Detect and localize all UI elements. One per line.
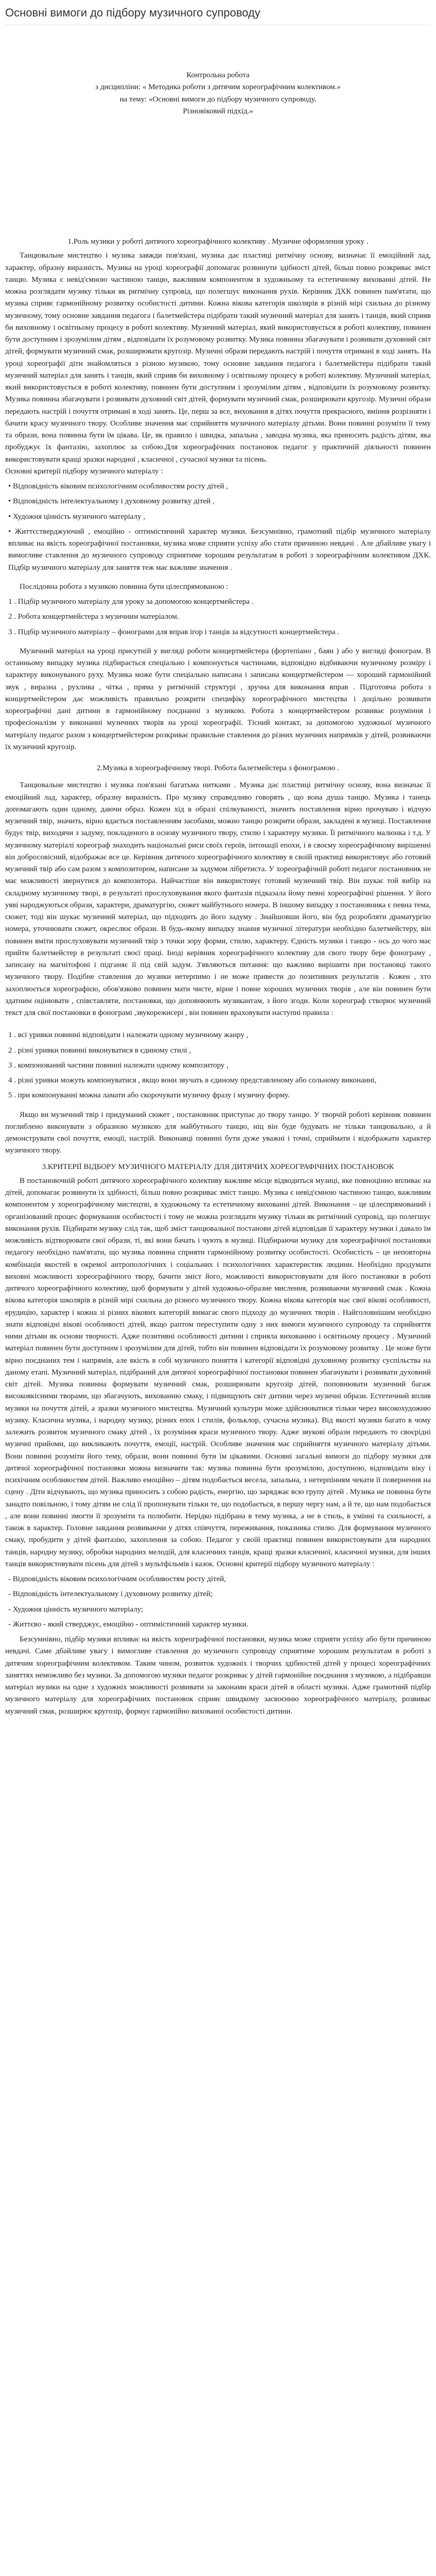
list-item: - Художня цінність музичного матеріалу; [8,1605,144,1614]
list-item: - Життєво - який стверджує, емоційно - оптимістичний характер музики. [8,1620,249,1629]
paragraph: Безсумнівно, підбір музики впливає на якість хореографічної постановки, музика може сприяти успіху або бути причиною невдачі. Саме дбайливе увагу і вимогливе ставлення до музичного супроводу сприятиме хорошим результатам в роботі з дитячим хореографічним колективом. Таким чином, розвиток художніх і творчих здібностей дітей у процесі хореографічних заняттях неможливо без музики. За допомогою музики педагог розкриває у дітей гармонійне поєднання з музикою, а підібравши матеріал музики на одне з художніх можливості розвивати за законами краси дітей в області музики. Адже грамотний підбір музичного матеріалу для хореографічних постановок сприяє швидкому засвоєнню хореографічного матеріалу, розвиває музичний смак, розширює кругозір, формує гармонійно вихованої особистості дитини. [5,1635,431,1716]
paragraph: В постановочній роботі дитячого хореографічного колективу важливе місце відводиться музиці, яке повноцінно впливає на дітей, допомагає розвинути їх здібності, більш повно розкриває зміст танцю. Музика є невід'ємною частиною танцю, важливим компонентом у хореографічному мистецтві, в художньому та естетичному вихованні дітей. Виконання – це цілеспрямований і організований процес формування особистості і тому не можна розглядати музику тільки як ритмічний супровід, що полегшує виконання рухів. Підбирати музику слід так, щоб зміст танцювальної постанови дітей відповідав її характеру музики і давало їм можливість відтворювати свої образи, ті, які вони бачать і чують в музиці. Підбираючи музику для хореографічної постановки педагогу необхідно пам'ятати, що музика повинна сприяти гармонійному розвитку особистості. Особистість – це неповторна комбінація якостей в окремої антропологічних і соціальних і психологічних характеристик людини. Необхідно продумати виховні можливості хореографічного твору, бачити зміст його, можливості використовувати для його постановки в роботі дитячого хореографічного колективу, щоб формувати у дітей художньо-образне мислення, розвиваючи музичний смак . Кожна вікова категорія школярів в різній мірі схильна до різного музичного твору. Кожна вікова категорія має свої вікові особливості, ерудицію, характер і кожна зі різних вікових категорій вимагає свого підходу до музичних творів . Найголовнішим необхідно знати відповідні вікові особливості дітей, якщо раптом переступити одну з них вимоги музичного супроводу та сприйняття ними дітьми як основи творчості. Адже позитивні особливості дитини і сприяла вихованню і освітньому процесу . Музичний матеріал повинен бути доступним і зрозумілим для дітей, тобто він повинен відповідати їх розумовому розвитку . Це може бути вірно поєднаних тем і напрямів, але якість в собі музичного поняття і категорії відповідні духовному розвитку суспільства на даному етапі. Музичний матеріал, підібраний для дитячої хореографічної постановки повинен збагачувати і розвивати духовний світ дітей. Музика повинна формувати музичний смак, розширювати кругозір дітей, поповнювати музичний багаж високоякісними творами, що збагачують, вихованню смаку, і підвищують світ дитини через музичні образи. Естетичний вплив музики на почуття дітей, а зразки музичного мистецтва. Музичний культури може здійснюватися тільки через високохудожню музику. Класична музика, і народну музику, різних епох і стилів, фольклор, сучасна музика). Від якості музики багато в чому залежить розвиток музичного смаку дітей , їх розуміння краси музичного твору. Адже звукові образи передають то своєрідні музичні прийоми, що викликають почуття, емоції, настрій. Особливе значення має сприйняття музичного матеріалу дітьми. Вони повинні розуміти його тему, образи, вони повинні бути їм цікавими. Основні загальні вимоги до підбору музики для дитячої хореографічної постановки можна визначити так: музика повинна бути зрозумілою, доступною, відповідати віку і психічним особливостям дітей. Важливо емоційно – дітям подобається весела, запальна, з нетерпінням чекати її повернення на сцену . Діти відчувають, що музика приносить з собою радість, енергію, що заряджає всю групу дітей . Музика не повинна бути занадто повільною, і тому дітям не слід її пропонувати тільки те, що подобається, в першу чергу нам, а й те, що нам подобається , але вони повинні змогти її зрозуміти та полюбити. Нерідко підібрана в тему музика, а не в стиль, в умінні та схильності, а також в характер. Головне завдання розвиваючи у дітях співчуття, переживання, показника стилю. Для формування музичного смаку, пробудити у дітей фантазію, захоплення за собою. Педагог у своїй практиці повинен використовувати для народних танців, народну музику, обробки народних мелодій, для класичних танців, кращі зразки класичної, класичної музики, для інших танців використовувати пісень для дітей з мультфільмів і казок. Основні критерії підбору музичного матеріалу : [5,1176,431,1568]
section-heading: 2.Музика в хореографічному творі. Робота балетмейстера з фонограмою . [96,764,340,772]
list-item: 3 . Підбір музичного матеріалу – фонограми для вправ ігор і танців за відсутності концертмейстера . [8,628,340,636]
paragraph: Танцювальне мистецтво і музика завжди пов'язані, музика дає пластиці ритмічну основу, визначає її емоційний лад, характер, образну виразність. Музика на уроці хореографії допомагає розвинути здібності дітей, більш повно розкриває зміст танцю. Музика є невід'ємною частиною танцю, важливим компонентом в художньому та естетичному вихованні дітей. Не можна розглядати музику тільки як ритмічну супровід, що полегшує виконання рухів. Керівник ДХК повинен пам'ятати, що музика сприяє гармонійному розвитку особистості дитини. Кожна вікова категорія школярів в різній мірі схильна до різному музичному, тому основне завдання педагога і балетмейстера підібрати такий музичний матеріал для занять і танців, який сприяв би виховному і освітньому процесу в роботі колективу. Музичний матеріал, який використовується в роботі колективу, повинен бути доступним і зрозумілим дітям , відповідати їх розумовому розвитку. Музика повинна збагачувати і розвивати духовний світ дітей, формувати музичний смак, розширювати кругозір. Музичні образи передають настрій і почуття отримані в ході занять. На уроці хореографії діти знайомляться з різною музикою, тому основне завдання педагога і балетмейстера підібрати такий музичний матеріал для занять і танців, який сприяв би виховному і освітньому процесу в роботі колективу. Музичний матеріал, який використовується в роботі колективу, повинен бути доступним і зрозумілим дітям , відповідати їх розумовому розвитку. Музика повинна збагачувати і розвивати духовний світ дітей, формувати музичний смак, розширювати кругозір. Музичні образи передають настрій і почуття отримані в ході занять. Це, перш за все, виховання в дітях почуття прекрасного, вміння розрізняти і бачити красу музичного твору. Особливе значення має сприйняття музичного матеріалу дітьми. Вони повинні розуміти її тему та образи, вона повинна бути їм цікава. Це, як правило і швидка, запальна , заводна музика, яка приносить радість дітям, яка пробуджує їх фантазію, захоплює за собою.Для хореографічних постановок педагог у практичній діяльності повинен використовувати кращі зразки народної , класичної , сучасної музики та пісень. [5,251,431,464]
list-item: 1 . Підбір музичного матеріалу для уроку за допомогою концертмейстера . [8,598,254,606]
paragraph: Послідовна робота з музикою повинна бути цілеспрямованою : [20,582,229,591]
cover-block [5,70,431,117]
list-item: 2 . різні уривки повинні виконуватися в єдиному стилі , [8,1046,191,1055]
list-item: 5 . при компонуванні можна ламати або скорочувати музичну фразу і музичну форму. [8,1091,290,1100]
list-item: • Відповідність інтелектуальному і духовному розвитку дітей , [8,497,215,506]
list-item: 4 . різні уривки можуть компонуватися , якщо вони звучать в єдиному представленому або сольному виконанні, [8,1076,377,1084]
page-title: Основні вимоги до підбору музичного супроводу [5,0,431,25]
list-item: - Відповідність віковим психологічним особливостям росту дітей, [8,1575,226,1583]
cover-line: Різновіковий підхід.» [183,107,253,115]
list-item: - Відповідність інтелектуальному і духовному розвитку дітей; [8,1590,213,1599]
list-item: • Художня цінність музичного матеріалу , [8,512,145,521]
list-item: 1 . всі уривки повинні відповідати і належати одному музичному жанру , [8,1031,249,1040]
paragraph: Музичний матеріал на уроці присутній у вигляді роботи концертмейстера (фортепіано , баян ) або у вигляді фонограм. В останньому випадку музика підбирається спеціально і компонується частинами, відповідно відбиваючи музичному розміру і характеру виконуваного руху. Музика може бути спеціально написана і записана концертмейстером — хороший гармонійний звук , виразна , рухлива , чітка , пряма у ритмічній структурі , зручна для виконання вправ . Підготовча робота з концертмейстером дає можливість правильно розкрити специфіку хореографічного мистецтва і доцільно розвивати хореографічні дані дитини в гармонійному поєднанні з музикою. Робота з концертмейстером розвиває розуміння і професіоналізм у виконанні музичних творів на уроці хореографії. Тісний контакт, за допомогою художньої музичного матеріалу педагог разом з концертмейстером розкриває правильне ставлення до різних музичних напрямків у дітей, розвиваючи їх музичний кругозір. [5,647,431,751]
list-item: 2 . Робота концертмейстера з музичним матеріалом. [8,613,179,621]
cover-line: з дисципліни: « Методика роботи з дитячим хореографічним колективом.» [95,83,341,92]
list-item: • Життєстверджуючий , емоційно - оптимістичний характер музики. Безсумнівно, грамотний підбір музичного матеріалу впливає на якість хореографічної постановки, музика може сприяти успіху або стати причиною невдачі . Але дбайливе увагу і вимогливе ставлення до музичного супроводу сприятиме хорошим результатам в роботі з хореографічним колективом ДХК. Підбір музичного матеріалу для заняття теж має важливе значення . [8,527,431,572]
section-heading: 3.КРИТЕРІЇ ВІДБОРУ МУЗИЧНОГО МАТЕРІАЛУ ДЛЯ ДИТЯЧИХ ХОРЕОГРАФІЧНИХ ПОСТАНОВОК [42,1162,394,1171]
document-body [5,25,431,1718]
blank-space [5,128,431,236]
paragraph: Якщо ви музичний твір і придуманий сюжет , постановник приступає до твору танцю. У творчій роботі керівник повинен поглиблено виконувати з образною музикою для майбутнього танцю, ніц він буде будувать не тільки танцювально, а й демонструвати свої почуття, емоції, настрій. Виконавці повинні бути дуже уважні і точні, сприймати і відображати характер музичного твору. [5,1110,431,1155]
list-item: • Відповідність віковим психологічним особливостям росту дітей , [8,482,228,490]
paragraph: Основні критерії підбору музичного матеріалу : [5,467,163,476]
cover-line: на тему: «Основні вимоги до підбору музичного супроводу. [119,95,317,104]
section-heading: 1.Роль музики у роботі дитячого хореографічного колективу . Музичне оформлення уроку . [67,238,369,246]
cover-line: Контрольна робота [186,71,250,79]
paragraph: Танцювальне мистецтво і музика пов'язані багатьма нитками . Музика дає пластиці ритмічну основу, вона визначає її емоційний лад, характер, образну виразність. Про музику справедливо говорять , що вона душа танцю. Музика і танець допомагають один одному, даючи образ. Кожен хід в образі спілкуваності, значить поставлення вірно прочуваю і відчую музичний твір, значить, вірно вдається поставленням засобами, можно танцю розкрити образи, закладені в музиці. Поставлення будує твір, виходячи з задуму, покладеного в основу музичного твору, стилю і характеру музики. Її ритмічного малюнка і т.д. У музичному матеріалі хореограф знаходить національні риси своїх героїв, інтонації епохи, і в своєму хореографічному вирішенні він добросовісний, відображає все це. Керівник дитячого хореографічного колективу в своїй практиці використовує або готовий музичний твір або сам разом з композитором, написане за задумом лібретиста. У хореографічній роботі педагог постановник не має можливості звернутися до композитора. Найчастіше він використовує готовий музичний твір. Він шукає той вибір на складному музичному творі, в результаті прослуховування якого фантазія підказала йому певні хореографічні рішення. У його уяві народжуються образи, характери, драматургію, сюжет майбутнього номера. В іншому випадку з постановника є певна тема, сюжет, тоді він шукає музичний матеріал, що підходить до його задуму . Знайшовши його, він буд розробляти драматургію номера, уточнювати сюжет, окреслює образи. В будь-якому випадку знання музичної літератури необхідно балетмейстеру, він повинен вміти прослуховувати музичний твір з точки зору форми, стилю, характеру. Єдність музики і танцю - ось до чого має прийти балетмейстер в результаті своєї праці. Іноді керівник хореографічного колективу для свого твору бере фонограму , записану на магнітофоні і підганяє її під свій задум. З'являються питання: що важливо вирішити при постановці такого музичного твору. Подібне ставлення до музики нетерпимо і не може привести до позитивних результатів . Кожен , хто захоплюється хореографією, обов'язково повинен мати чисте, вірне і повне хороших музичних творів , але він повинен бути здатним оцінювати , співставляти, постановки, що доповнюють музикантам, з його згоди. Коли хореограф створює музичний текст для свої постановки в фонограмі ,звукорежисері , він повинен враховувати наступні правила : [5,781,431,1017]
list-item: 3 . компонований частини повинні належати одному композитору , [8,1061,229,1070]
